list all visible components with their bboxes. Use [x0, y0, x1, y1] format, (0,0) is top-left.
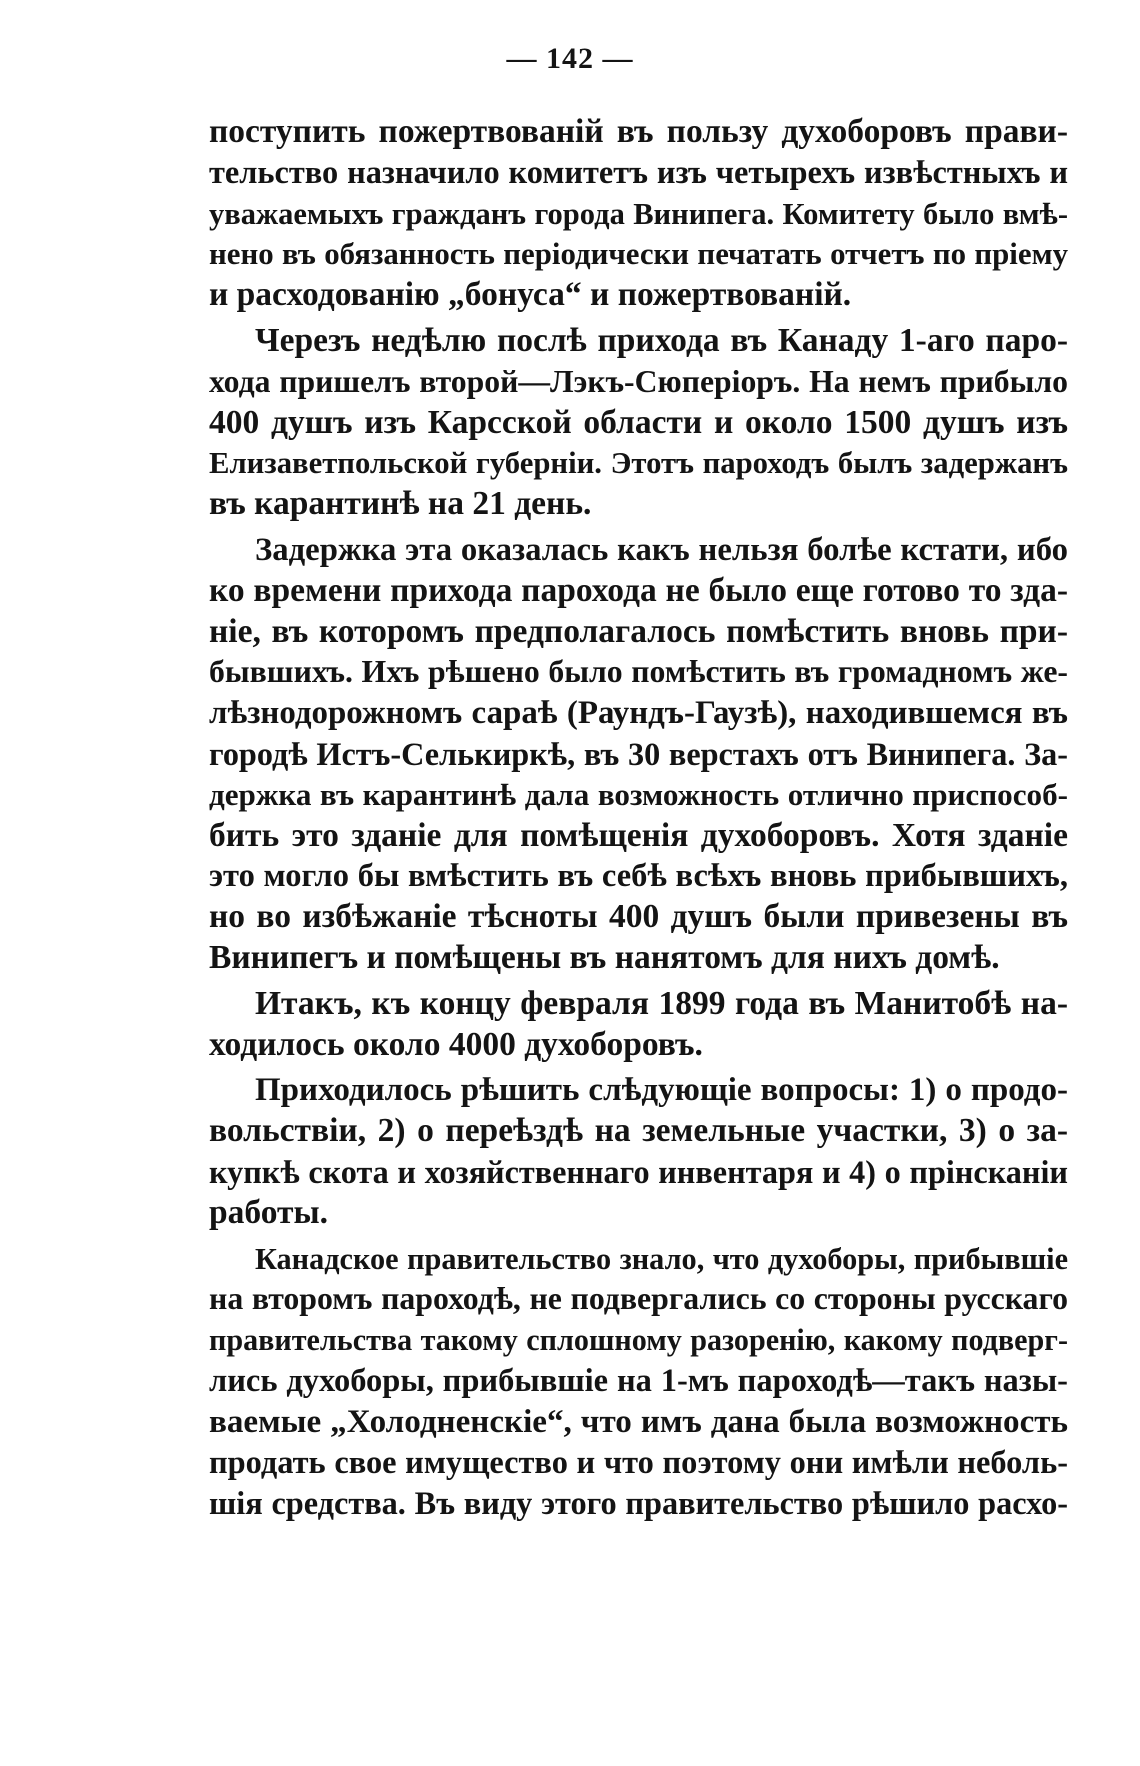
text-line: лись духоборы, прибывшіе на 1-мъ пароходѣ—такъ назы-	[209, 1362, 1068, 1399]
text-line: правительства такому сплошному разоренію, какому подверг-	[209, 1323, 1068, 1358]
text-line: это могло бы вмѣстить въ себѣ всѣхъ вновь прибывшихъ,	[209, 858, 1068, 895]
text-line: лѣзнодорожномъ сараѣ (Раундъ-Гаузѣ), находившемся въ	[209, 695, 1068, 732]
paragraph-5	[209, 1070, 1068, 1233]
page-number: — 142 —	[506, 42, 634, 75]
text-line: ніе, въ которомъ предполагалось помѣстить вновь при-	[209, 612, 1068, 650]
text-line: хода пришелъ второй—Лэкъ-Сюперіоръ. На немъ прибыло	[209, 363, 1068, 399]
text-line: вольствіи, 2) о переѣздѣ на земельные участки, 3) о за-	[209, 1112, 1068, 1150]
paragraph-4	[209, 984, 1068, 1066]
text-line: продать свое имущество и что поэтому они имѣли неболь-	[209, 1444, 1068, 1481]
text-line: тельство назначило комитетъ изъ четырехъ извѣстныхъ и	[209, 154, 1068, 191]
paragraph-6	[209, 1239, 1068, 1525]
paragraph-1	[209, 112, 1068, 316]
text-line: поступить пожертвованій въ пользу духоборовъ прави-	[209, 113, 1068, 150]
text-line: въ карантинѣ на 21 день.	[209, 485, 592, 523]
text-line: Канадское правительство знало, что духоборы, прибывшіе	[255, 1241, 1068, 1276]
text-line: купкѣ скота и хозяйственнаго инвентаря и 4) о прінсканіи	[209, 1153, 1068, 1190]
text-line: Черезъ недѣлю послѣ прихода въ Канаду 1-аго паро-	[255, 321, 1068, 359]
text-line: Задержка эта оказалась какъ нельзя болѣе кстати, ибо	[255, 531, 1068, 568]
text-line: шія средства. Въ виду этого правительство рѣшило расхо-	[209, 1485, 1068, 1522]
text-line: нено въ обязанность періодически печатать отчетъ по пріему	[209, 237, 1068, 272]
text-line: бить это зданіе для помѣщенія духоборовъ. Хотя зданіе	[209, 816, 1068, 854]
text-line: но во избѣжаніе тѣсноты 400 душъ были привезены въ	[209, 898, 1068, 936]
text-line: Итакъ, къ концу февраля 1899 года въ Манитобѣ на-	[255, 984, 1068, 1022]
text-line: ко времени прихода парохода не было еще готово то зда-	[209, 571, 1068, 609]
text-line: уважаемыхъ гражданъ города Винипега. Комитету было вмѣ-	[209, 196, 1068, 231]
text-line: городѣ Истъ-Селькиркѣ, въ 30 верстахъ отъ Винипега. За-	[209, 735, 1068, 772]
text-line: работы.	[209, 1193, 328, 1231]
text-line: ходилось около 4000 духоборовъ.	[209, 1025, 703, 1063]
text-line: Приходилось рѣшить слѣдующіе вопросы: 1) о продо-	[255, 1072, 1068, 1109]
paragraph-2	[209, 321, 1068, 525]
paragraph-3	[209, 530, 1068, 979]
text-line: Винипегъ и помѣщены въ нанятомъ для нихъ домѣ.	[209, 938, 1000, 976]
text-line: 400 душъ изъ Карсской области и около 1500 душъ изъ	[209, 403, 1068, 441]
text-line: и расходованію „бонуса“ и пожертвованій.	[209, 276, 852, 314]
text-line: Елизаветпольской губерніи. Этотъ пароходъ былъ задержанъ	[209, 446, 1068, 481]
text-line: ваемые „Холодненскіе“, что имъ дана была возможность	[209, 1403, 1068, 1440]
text-line: держка въ карантинѣ дала возможность отлично приспособ-	[209, 776, 1068, 812]
text-line: на второмъ пароходѣ, не подвергались со стороны русскаго	[209, 1281, 1068, 1317]
body-text	[209, 112, 1068, 1524]
text-line: бывшихъ. Ихъ рѣшено было помѣстить въ громадномъ же-	[209, 654, 1068, 690]
